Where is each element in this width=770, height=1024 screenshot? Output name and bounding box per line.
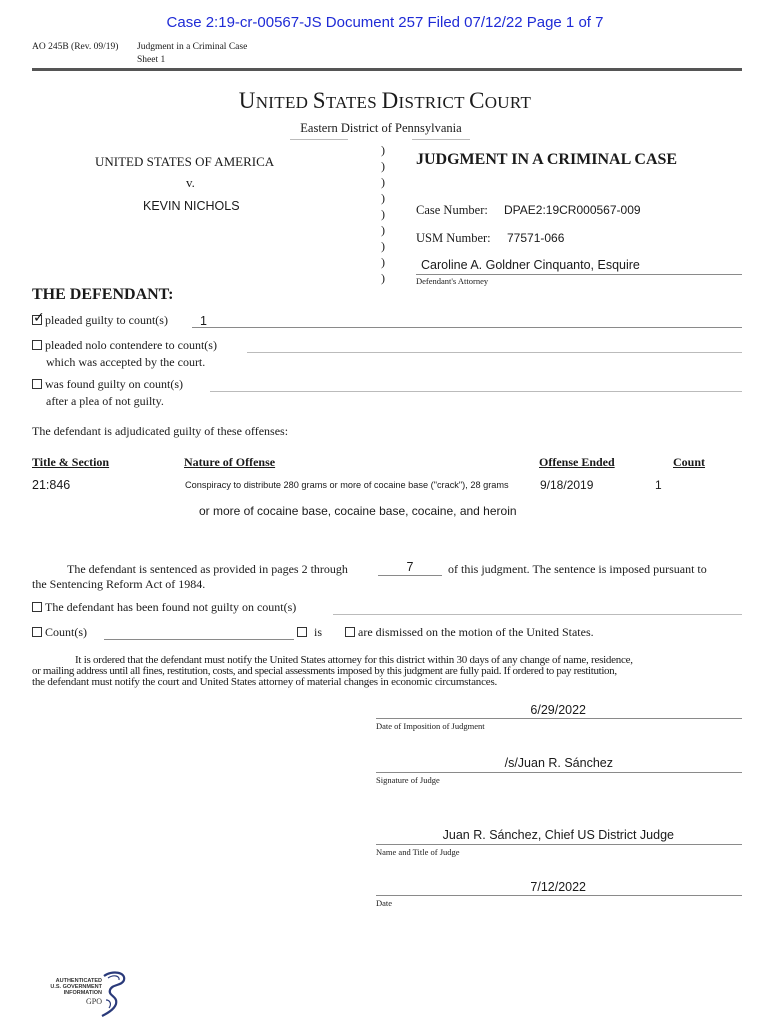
found-guilty-line2: after a plea of not guilty. (46, 394, 164, 408)
found-guilty-rule (210, 391, 742, 392)
checkbox-icon[interactable] (297, 627, 307, 637)
checkbox-icon[interactable] (32, 627, 42, 637)
versus: v. (186, 175, 195, 190)
col-nature: Nature of Offense (184, 455, 276, 469)
col-offense-ended: Offense Ended (539, 455, 615, 469)
offense-nature-line2: or more of cocaine base, cocaine base, cocaine, and heroin (199, 504, 517, 518)
nolo-option[interactable]: pleaded nolo contendere to count(s) (32, 338, 217, 353)
sentence-text: The defendant is sentenced as provided in pages 2 through (67, 562, 348, 576)
defense-attorney: Caroline A. Goldner Cinquanto, Esquire (421, 258, 640, 272)
nolo-line2: which was accepted by the court. (46, 355, 206, 369)
offense-count: 1 (655, 478, 662, 492)
paren: ) (381, 143, 385, 157)
checkbox-icon[interactable] (32, 340, 42, 350)
signature-date: 7/12/2022 (530, 880, 586, 894)
form-code: AO 245B (Rev. 09/19) (32, 42, 119, 52)
order-line2: or mailing address until all fines, restitution, costs, and special assessments imposed by this judgment are fully paid. If ordered to pay restitution, (32, 665, 617, 677)
form-sheet: Sheet 1 (137, 55, 166, 65)
form-title: Judgment in a Criminal Case (137, 42, 248, 52)
paren: ) (381, 239, 385, 253)
page-count: 7 (406, 560, 414, 574)
defendant-heading: THE DEFENDANT: (32, 286, 174, 303)
case-number: DPAE2:19CR000567-009 (504, 203, 641, 217)
col-title-section: Title & Section (32, 455, 110, 469)
counts-option[interactable]: Count(s) (32, 625, 87, 640)
sentence-text-after: of this judgment. The sentence is imposed pursuant to (448, 562, 707, 576)
defendant-name: KEVIN NICHOLS (143, 199, 240, 213)
paren: ) (381, 271, 385, 285)
district-rule-right (412, 139, 470, 140)
checked-checkbox-icon[interactable] (32, 315, 42, 325)
usm-label: USM Number: (416, 231, 491, 245)
usm-number: 77571-066 (507, 231, 565, 245)
date-rule (376, 895, 742, 896)
judgment-heading: JUDGMENT IN A CRIMINAL CASE (416, 151, 678, 168)
paren: ) (381, 191, 385, 205)
nolo-rule (247, 352, 742, 353)
found-guilty-option[interactable]: was found guilty on count(s) (32, 377, 183, 392)
order-line3: the defendant must notify the court and United States attorney of material changes in economic circumstances. (32, 676, 498, 688)
pleaded-guilty-option[interactable]: ✓pleaded guilty to count(s) (32, 313, 168, 328)
paren: ) (381, 207, 385, 221)
col-count: Count (673, 455, 706, 469)
count-rule (192, 327, 742, 328)
counts-rule (104, 639, 294, 640)
court-title: UNITED STATES DISTRICT COURT (238, 88, 532, 113)
name-title-label: Name and Title of Judge (376, 847, 460, 857)
sentence-text-line2: the Sentencing Reform Act of 1984. (32, 577, 206, 591)
attorney-rule (416, 274, 742, 275)
is-option[interactable]: is (297, 625, 322, 640)
gpo-seal-text: AUTHENTICATED U.S. GOVERNMENT INFORMATION (50, 978, 102, 996)
header-rule (32, 68, 742, 71)
checkbox-icon[interactable] (345, 627, 355, 637)
order-line1: It is ordered that the defendant must notify the United States attorney for this district within 30 days of any change of name, residence, (75, 654, 633, 666)
date-label: Date (376, 898, 393, 908)
checkbox-icon[interactable] (32, 602, 42, 612)
judge-signature: /s/Juan R. Sánchez (504, 756, 613, 770)
paren: ) (381, 255, 385, 269)
gpo-seal-gpo: GPO (86, 997, 103, 1006)
gpo-seal-logo (40, 970, 135, 1018)
judge-name-title: Juan R. Sánchez, Chief US District Judge (442, 828, 674, 842)
plaintiff: UNITED STATES OF AMERICA (95, 154, 275, 169)
attorney-label: Defendant's Attorney (416, 276, 489, 286)
district-rule-left (290, 139, 348, 140)
checkbox-icon[interactable] (32, 379, 42, 389)
case-number-label: Case Number: (416, 203, 488, 217)
signature-label: Signature of Judge (376, 775, 440, 785)
imposition-label: Date of Imposition of Judgment (376, 721, 485, 731)
district: Eastern District of Pennsylvania (300, 121, 462, 135)
eagle-icon (100, 970, 128, 1018)
offenses-intro: The defendant is adjudicated guilty of these offenses: (32, 424, 289, 438)
not-guilty-option[interactable]: The defendant has been found not guilty on count(s) (32, 600, 296, 615)
imposition-rule (376, 718, 742, 719)
page-count-rule (378, 575, 442, 576)
name-title-rule (376, 844, 742, 845)
case-stamp: Case 2:19-cr-00567-JS Document 257 Filed 07/12/22 Page 1 of 7 (166, 14, 604, 31)
offense-title: 21:846 (32, 478, 71, 492)
offense-ended: 9/18/2019 (540, 478, 594, 492)
signature-rule (376, 772, 742, 773)
are-option[interactable]: are dismissed on the motion of the United States. (345, 625, 594, 640)
paren: ) (381, 223, 385, 237)
offense-nature-line1: Conspiracy to distribute 280 grams or more of cocaine base ("crack"), 28 grams (185, 480, 509, 490)
paren: ) (381, 159, 385, 173)
pleaded-guilty-count: 1 (200, 314, 207, 328)
imposition-date: 6/29/2022 (530, 703, 586, 717)
paren: ) (381, 175, 385, 189)
not-guilty-rule (333, 614, 742, 615)
